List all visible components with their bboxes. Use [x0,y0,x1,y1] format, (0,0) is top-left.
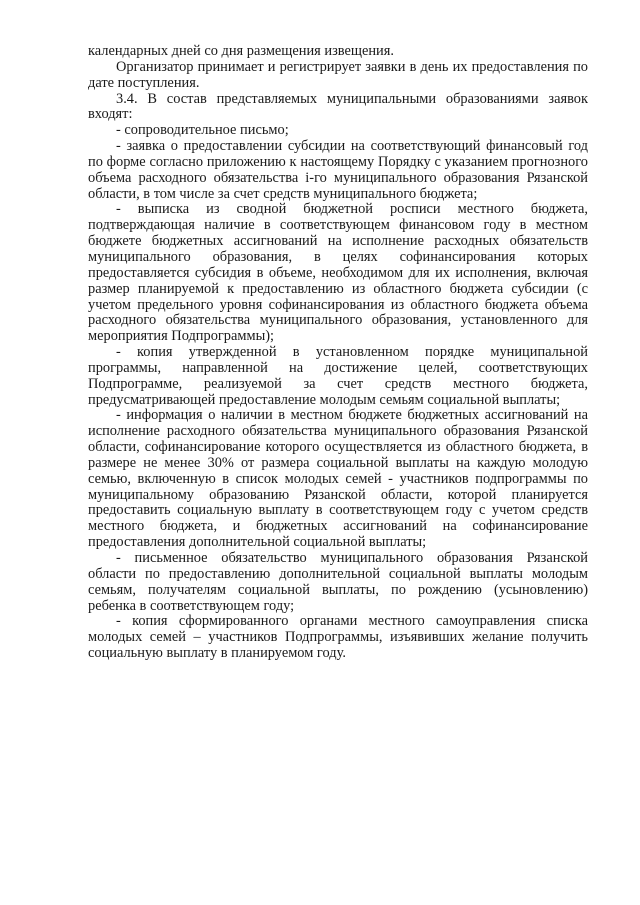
list-item-subsidy-application: - заявка о предоставлении субсидии на соответствующий финансовый год по форме согласно приложению к настоящему Порядку с указанием прогнозного объема расходного обязательства i-го муниципального образования Рязанской области, в том числе за счет средств муниципального бюджета; [88,138,588,202]
paragraph-registration: Организатор принимает и регистрирует заявки в день их предоставления по дате поступления. [88,58,588,91]
list-item-program-copy: - копия утвержденной в установленном порядке муниципальной программы, направленной на достижение целей, соответствующих Подпрограмме, реализуемой за счет средств местного бюджета, предусматривающей предоставление молодым семьям социальной выплаты; [88,344,588,408]
document-page [88,44,588,662]
paragraph-deadline-continuation: календарных дней со дня размещения извещения. [88,43,394,59]
list-item-cover-letter: - сопроводительное письмо; [116,122,289,139]
list-item-budget-allocation-info: - информация о наличии в местном бюджете бюджетных ассигнований на исполнение расходного обязательства муниципального образования Рязанской области, софинансирование которого осуществляется из областного бюджета, в размере не менее 30% от размера социальной выплаты на каждую молодую семью, включенную в список молодых семей - участников подпрограммы по муниципальному образованию Рязанской области, которой планируется предоставить социальную выплату в соответствующем году с учетом средств местного бюджета, и бюджетных ассигнований на софинансирование предоставления дополнительной социальной выплаты; [88,407,588,551]
paragraph-section-3-4: 3.4. В состав представляемых муниципальными образованиями заявок входят: [88,90,588,123]
list-item-budget-extract: - выписка из сводной бюджетной росписи местного бюджета, подтверждающая наличие в соответствующем финансовом году в местном бюджете бюджетных ассигнований на исполнение расходных обязательств муниципального образования, в целях софинансирования которых предоставляется субсидия в объеме, необходимом для их исполнения, включая размер планируемой к предоставлению из областного бюджета субсидии (с учетом предельного уровня софинансирования из областного бюджета объема расходного обязательства муниципального образования, установленного для мероприятия Подпрограммы); [88,201,588,345]
list-item-written-obligation: - письменное обязательство муниципального образования Рязанской области по предоставлению дополнительной социальной выплаты молодым семьям, получателям социальной выплаты, по рождению (усыновлению) ребенка в соответствующем году; [88,550,588,614]
list-item-families-list-copy: - копия сформированного органами местного самоуправления списка молодых семей – участников Подпрограммы, изъявивших желание получить социальную выплату в планируемом году. [88,613,588,662]
